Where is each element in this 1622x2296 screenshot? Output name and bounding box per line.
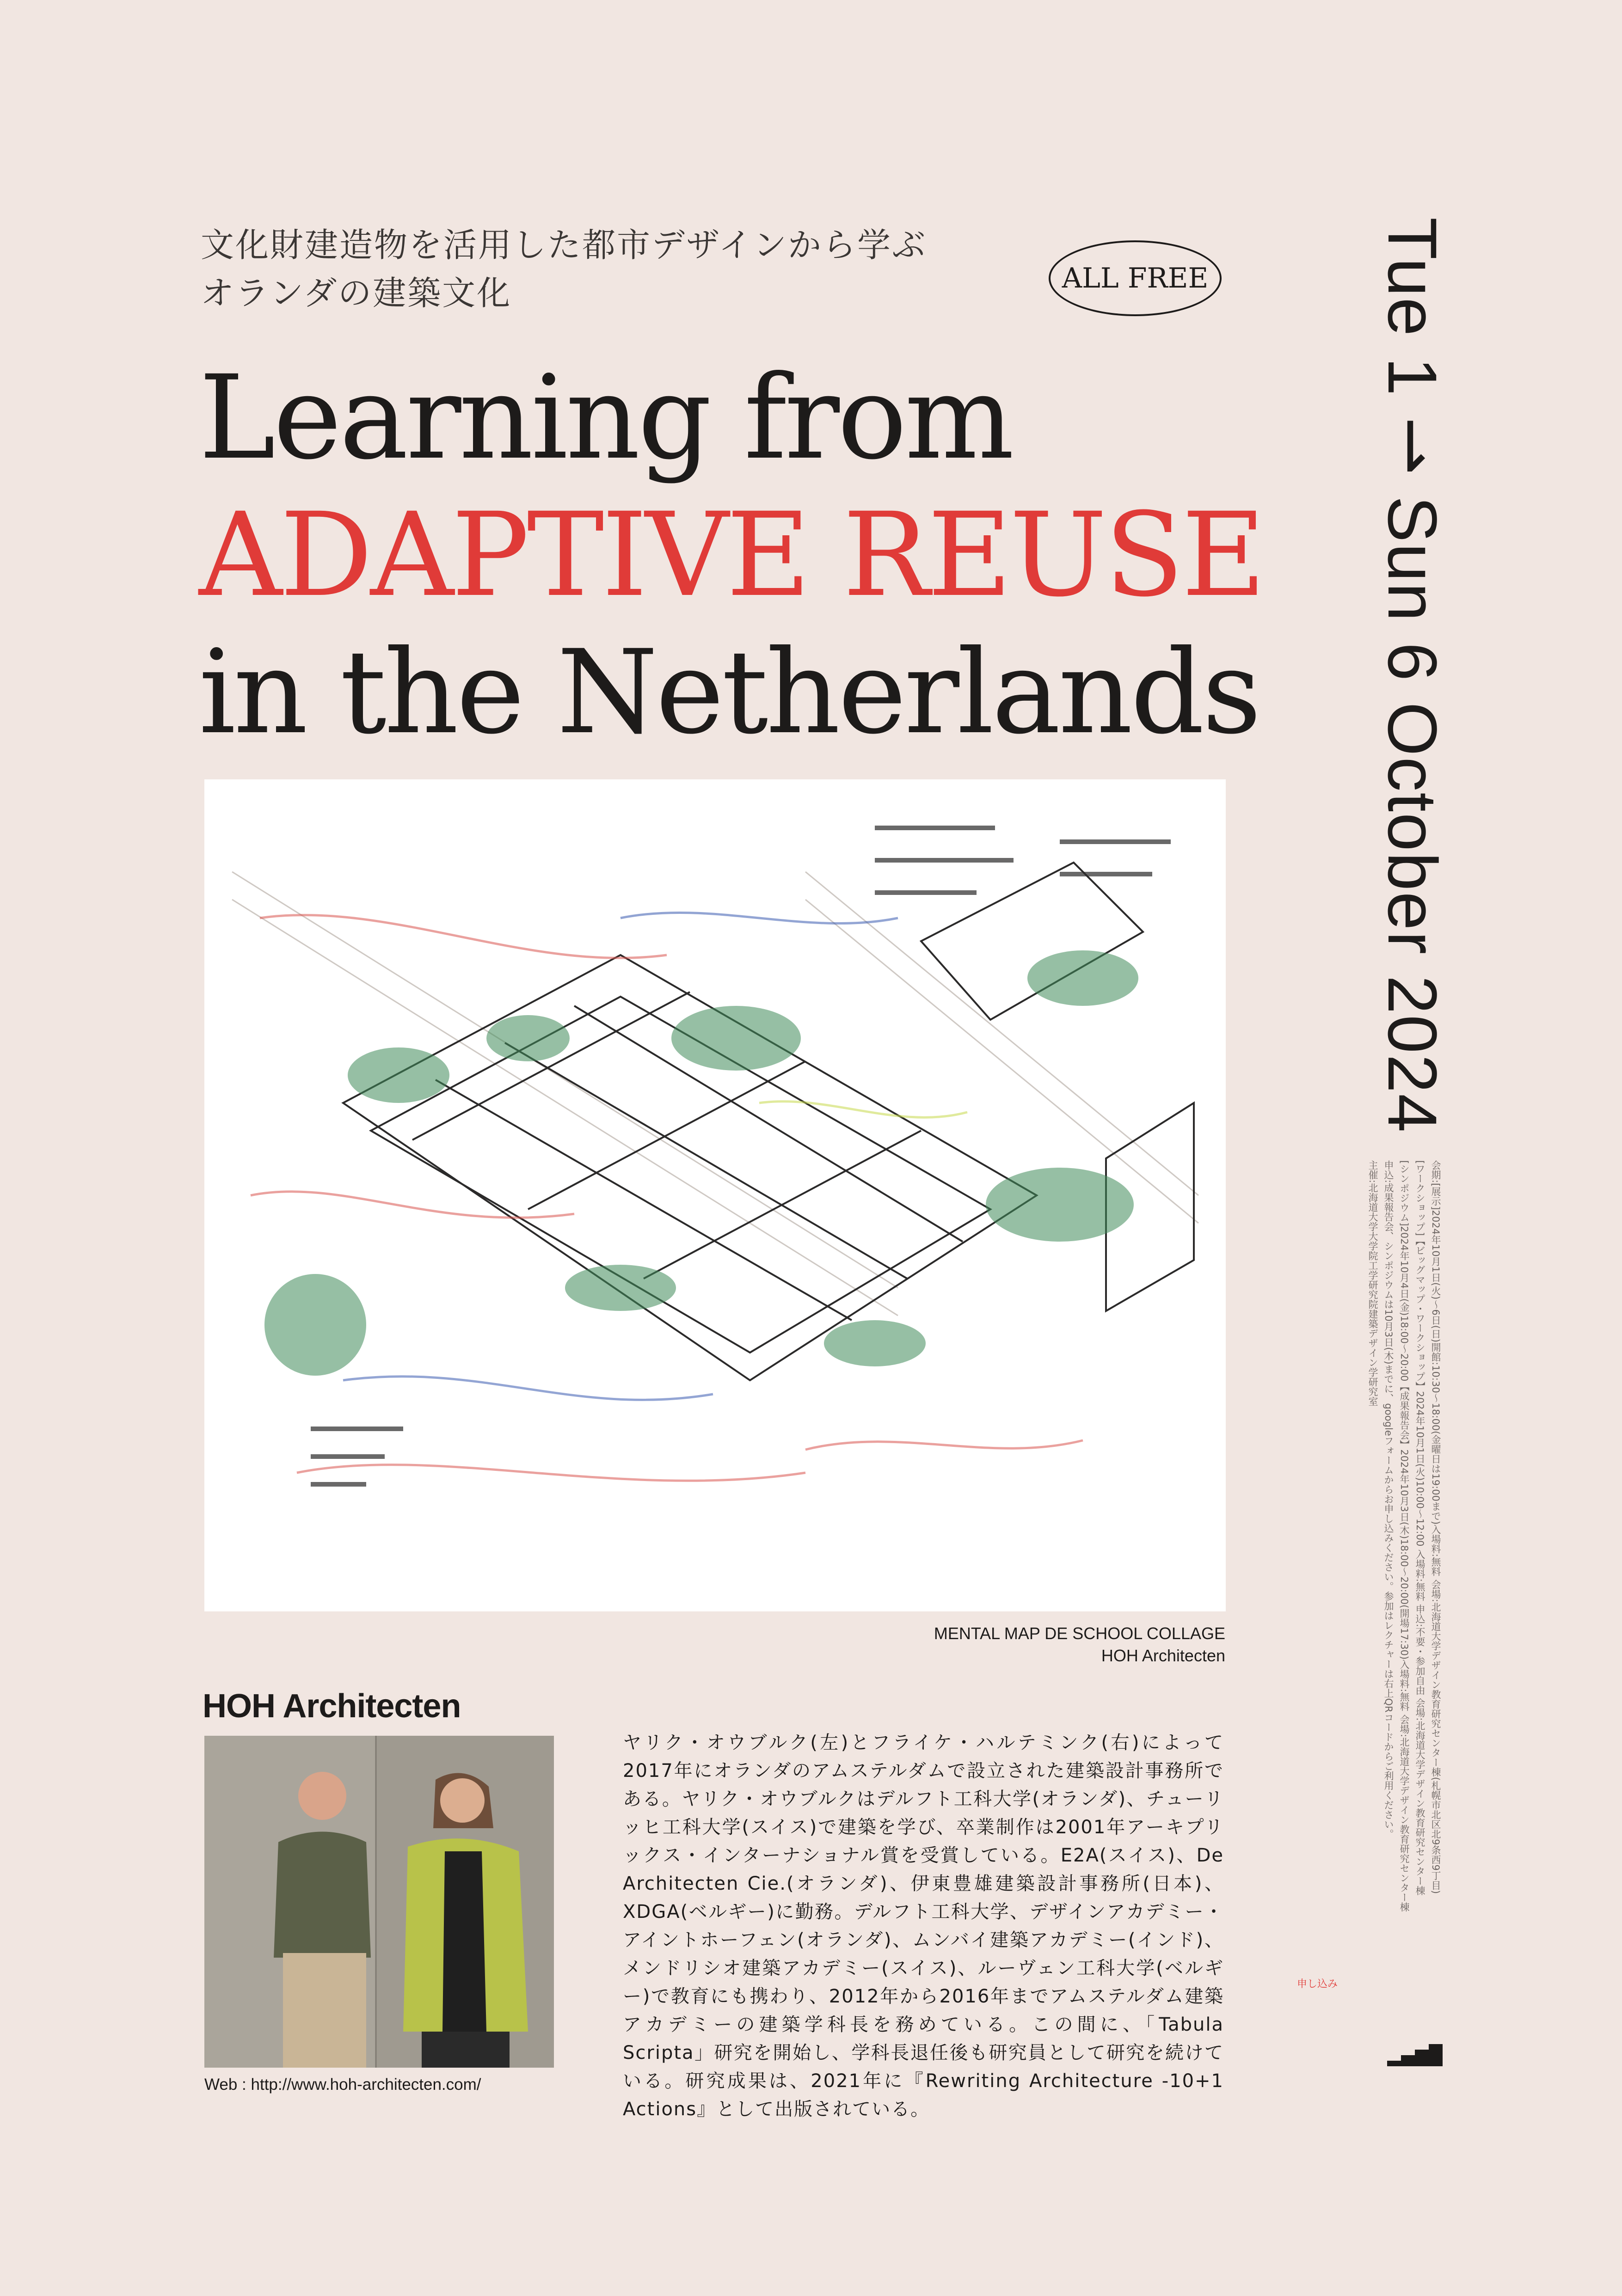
collage-caption	[934, 1623, 1225, 1667]
architects-photo	[204, 1736, 554, 2068]
apply-label[interactable]: 申し込み	[1297, 1978, 1338, 1990]
info-line-5: 主催:北海道大学大学院工学研究院建築デザイン学研究室	[1367, 1160, 1378, 1407]
event-dates: Tue 1 ⇀ Sun 6 October 2024	[1374, 217, 1451, 1133]
architect-bio: ヤリク・オウブルク(左)とフライケ・ハルテミンク(右)によって2017年にオランダのアムステルダムで設立された建築設計事務所である。ヤリク・オウブルクはデルフト工科大学(オランダ)、チューリッヒ工科大学(スイス)で建築を学び、卒業制作は2001年アーキプリックス・インターナショナル賞を受賞している。E2A(スイス)、De Architecten Cie.(オランダ)、伊東豊雄建築設計事務所(日本)、XDGA(ベルギー)に勤務。デルフト工科大学、デザインアカデミー・アイントホーフェン(オランダ)、ムンバイ建築アカデミー(インド)、メンドリシオ建築アカデミー(スイス)、ルーヴェン工科大学(ベルギー)で教育にも携わり、2012年から2016年までアムステルダム建築アカデミーの建築学科長を務めている。この間に、「Tabula Scripta」研究を開始し、学科長退任後も研究員として研究を続けている。研究成果は、2021年に『Rewriting Architecture -10+1 Actions』として出版されている。	[623, 1732, 1224, 2120]
event-info	[1351, 1160, 1444, 1992]
japanese-subtitle	[201, 221, 927, 318]
main-title	[199, 349, 1264, 761]
subtitle-line-1: 文化財建造物を活用した都市デザインから学ぶ	[201, 226, 927, 264]
info-line-2: [ワークショップ]【ビッグマップ・ワークショップ】2024年10月1日(火)10:00〜12:00 入場料:無料 申込:不要・参加自由 会場:北海道大学デザイン教育研究センター棟	[1414, 1160, 1425, 1896]
caption-line-2: HOH Architecten	[1101, 1646, 1225, 1665]
title-line-3: in the Netherlands	[199, 625, 1260, 759]
mental-map-collage-image	[204, 779, 1226, 1611]
architect-name: HOH Architecten	[203, 1688, 461, 1725]
info-line-4: 申込:成果報告会、シンポジウムは10月3日(木)までに、googleフォームからお申し込みください。参加はレクチャーは右上QRコードからご利用ください。	[1383, 1160, 1394, 1839]
title-line-2: ADAPTIVE REUSE	[199, 488, 1264, 622]
info-line-3: [シンポジウム]2024年10月4日(金)18:00〜20:00【成果報告会】2024年10月3日(木)18:00〜20:00(開場17:30)入場料:無料 会場:北海道大学デザイン教育研究センター棟	[1399, 1160, 1410, 1912]
info-line-1: 会期:[展示]2024年10月1日(火)〜6日(日)開館:10:30〜18:00(金曜日は19:00まで)入場料:無料 会場:北海道大学デザイン教育研究センター棟(札幌市北区北9条西9丁目)	[1430, 1160, 1441, 1894]
all-free-badge: ALL FREE	[1049, 240, 1222, 316]
caption-line-1: MENTAL MAP DE SCHOOL COLLAGE	[934, 1624, 1225, 1643]
stairs-icon	[1387, 2039, 1443, 2066]
website-link[interactable]: Web : http://www.hoh-architecten.com/	[204, 2076, 481, 2094]
subtitle-line-2: オランダの建築文化	[201, 274, 512, 313]
title-line-1: Learning from	[199, 350, 1012, 485]
